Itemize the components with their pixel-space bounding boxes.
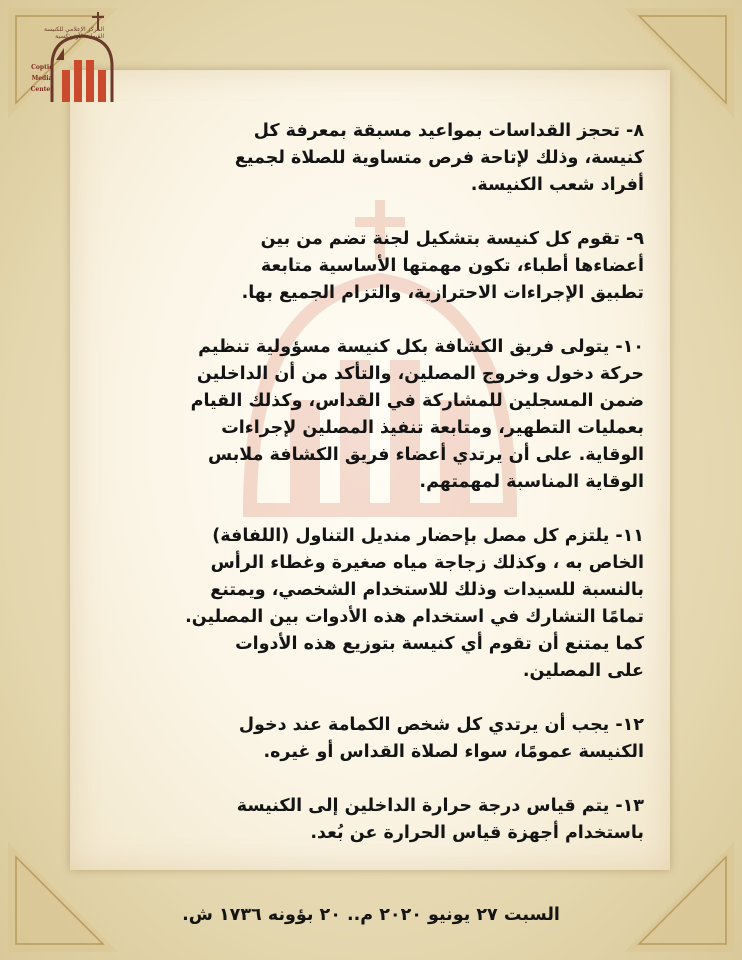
measure-item-10: ١٠- يتولى فريق الكشافة بكل كنيسة مسؤولية تنظيم حركة دخول وخروج المصلين، والتأكد من أن الداخلين ضمن المسجلين للمشاركة في القداس، وكذلك القيام بعمليات التطهير، ومتابعة تنفيذ المصلين لإجراءات الوقاية. على أن يرتدي أعضاء فريق الكشافة ملابس الوقاية المناسبة لمهمتهم.: [190, 337, 644, 492]
logo-tagline: المركز الإعلامي للكنيسة القبطية الأرثوذكسية: [43, 26, 104, 40]
logo-name-line: Coptic: [31, 64, 53, 71]
logo-name-line: Center: [30, 86, 54, 93]
coptic-media-center-logo: [12, 8, 116, 106]
measure-item-8: ٨- تحجز القداسات بمواعيد مسبقة بمعرفة كل كنيسة، وذلك لإتاحة فرص متساوية للصلاة لجميع أفراد شعب الكنيسة.: [234, 121, 644, 195]
logo-name: [20, 62, 64, 95]
date-footer: السبت ٢٧ يونيو ٢٠٢٠ م.. ٢٠ بؤونه ١٧٣٦ ش.: [182, 905, 560, 925]
measure-item-12: ١٢- يجب أن يرتدي كل شخص الكمامة عند دخول الكنيسة عمومًا، سواء لصلاة القداس أو غيره.: [238, 715, 644, 762]
measure-item-13: ١٣- يتم قياس درجة حرارة الداخلين إلى الكنيسة باستخدام أجهزة قياس الحرارة عن بُعد.: [236, 796, 644, 843]
measure-item-9: ٩- تقوم كل كنيسة بتشكيل لجنة تضم من بين أعضاءها أطباء، تكون مهمتها الأساسية متابعة تطبيق الإجراءات الاحترازية، والتزام الجميع بها.: [241, 229, 644, 303]
logo-name-line: Media: [31, 75, 53, 82]
measures-list: [98, 118, 644, 874]
measure-item-11: ١١- يلتزم كل مصل بإحضار منديل التناول (اللفافة) الخاص به ، وكذلك زجاجة مياه صغيرة وغطاء الرأس بالنسبة للسيدات وذلك للاستخدام الشخصي، ويمتنع تمامًا التشارك في استخدام هذه الأدوات بين المصلين. كما يمتنع أن تقوم أي كنيسة بتوزيع هذه الأدوات على المصلين.: [185, 526, 644, 681]
